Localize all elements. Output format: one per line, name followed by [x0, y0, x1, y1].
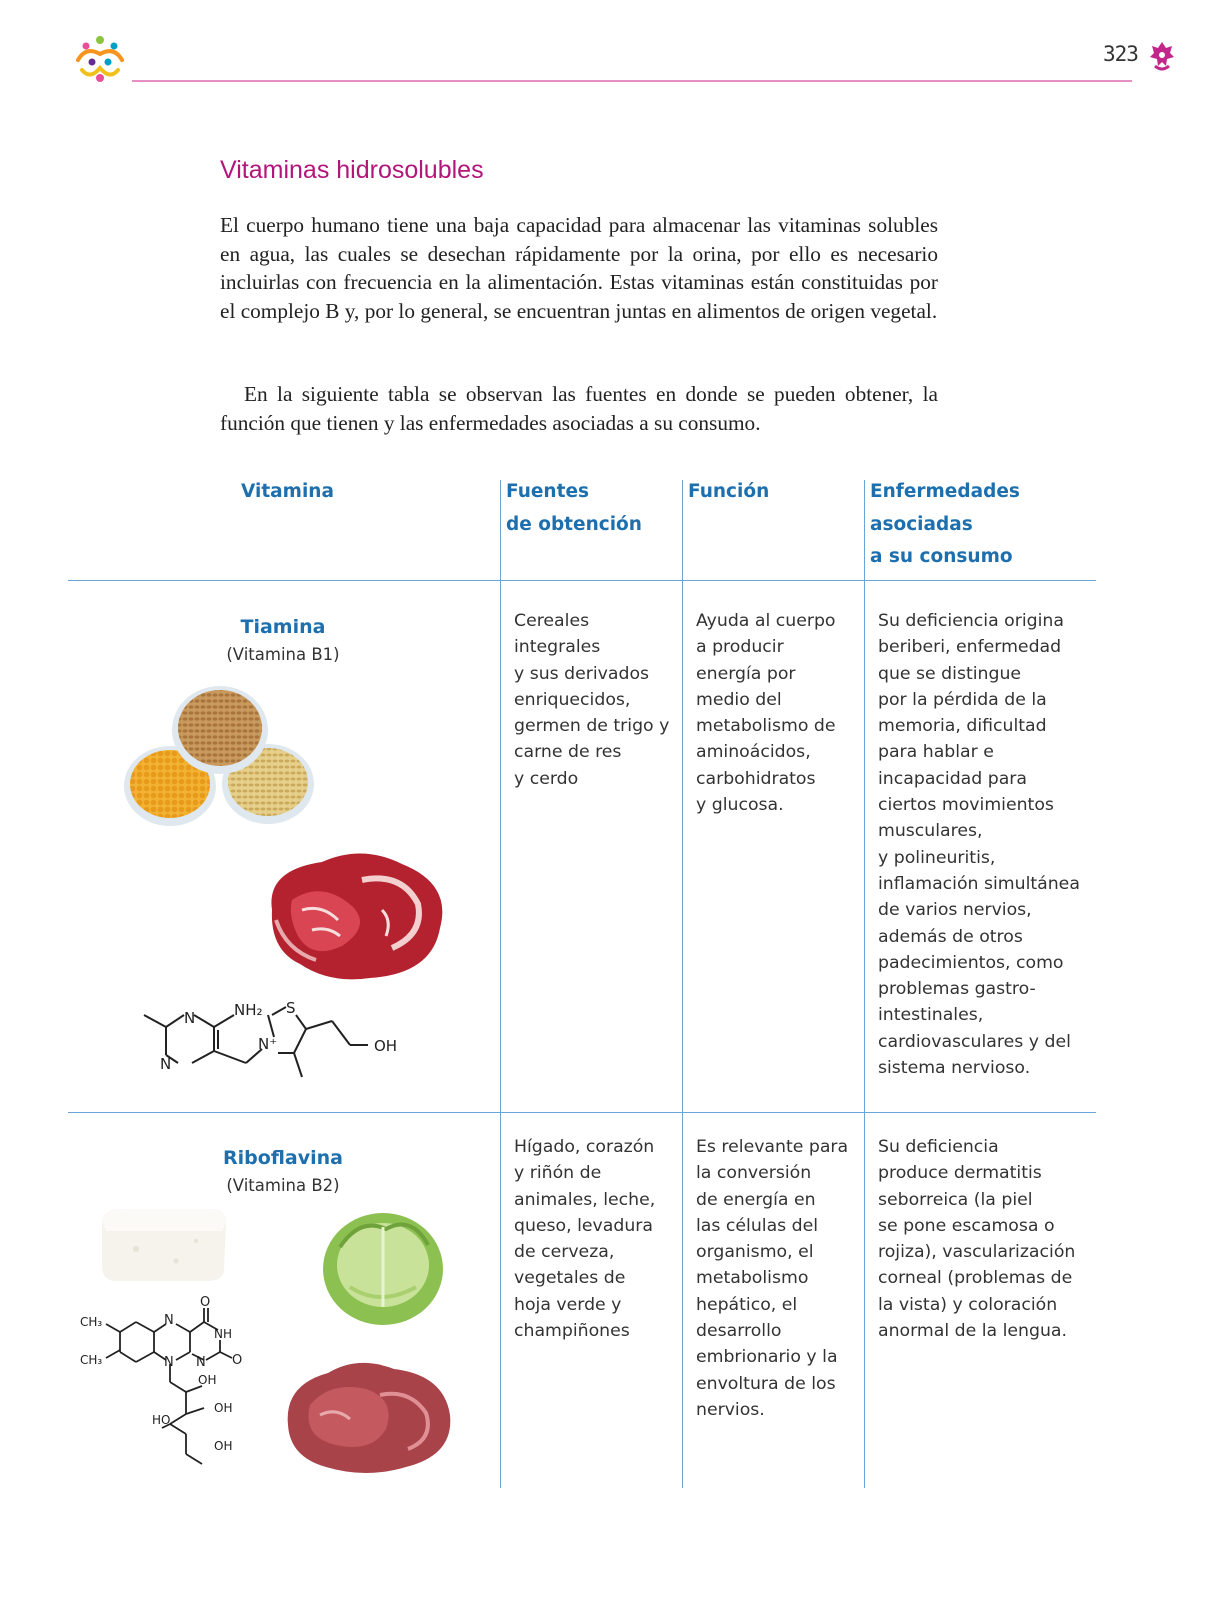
vitamin-subtitle-b1: (Vitamina B1) — [226, 645, 340, 664]
header-rule — [132, 80, 1132, 82]
formula-label: CH₃ — [80, 1315, 103, 1329]
formula-label: NH₂ — [234, 1001, 263, 1019]
cheese-image — [96, 1205, 230, 1285]
lettuce-image — [320, 1207, 446, 1327]
column-header-fuentes: Fuentes de obtención — [506, 481, 642, 535]
column-divider — [864, 480, 865, 1488]
formula-label: N — [164, 1355, 174, 1370]
formula-label: HO — [152, 1413, 171, 1427]
riboflavina-fuentes: Hígado, corazón y riñón de animales, leche, queso, levadura de cerveza, vegetales de hoja verde y champiñones — [514, 1137, 656, 1342]
section-title: Vitaminas hidrosolubles — [220, 156, 484, 184]
vitamin-name-riboflavina: Riboflavina — [223, 1147, 343, 1169]
formula-label: O — [200, 1296, 211, 1310]
riboflavina-enfermedades: Su deficiencia produce dermatitis seborreica (la piel se pone escamosa o rojiza), vascularización corneal (problemas de la vista) y coloración anormal de la lengua. — [878, 1137, 1076, 1342]
column-divider — [500, 480, 501, 1488]
vitamin-subtitle-b2: (Vitamina B2) — [226, 1176, 340, 1195]
header-row-divider — [68, 580, 1096, 581]
table-intro-paragraph: En la siguiente tabla se observan las fuentes en donde se pueden obtener, la función que tienen y las enfermedades asociadas a su consumo. — [220, 382, 938, 435]
thiamine-structural-formula — [136, 993, 416, 1093]
formula-label: CH₃ — [80, 1353, 103, 1367]
vitamin-name-tiamina: Tiamina — [240, 616, 326, 638]
tiamina-funcion: Ayuda al cuerpo a producir energía por medio del metabolismo de aminoácidos, carbohidratos y glucosa. — [696, 611, 836, 816]
formula-label: N — [196, 1355, 206, 1370]
formula-label: N⁺ — [258, 1035, 278, 1053]
page-number: 323 — [1103, 42, 1138, 66]
formula-label: N — [160, 1055, 172, 1073]
raw-liver-image — [280, 1355, 454, 1477]
formula-label: NH — [214, 1327, 232, 1341]
formula-label: S — [286, 999, 296, 1017]
tiamina-fuentes: Cereales integrales y sus derivados enriquecidos, germen de trigo y carne de res y cerdo — [514, 611, 670, 789]
column-header-vitamina: Vitamina — [241, 481, 334, 502]
formula-label: N — [184, 1009, 196, 1027]
cereal-grains-image — [122, 680, 322, 840]
formula-label: OH — [214, 1401, 233, 1415]
column-header-funcion: Función — [688, 481, 770, 502]
column-header-enfermedades: Enfermedades asociadas a su consumo — [870, 481, 1020, 567]
formula-label: OH — [214, 1439, 233, 1453]
intro-paragraph: El cuerpo humano tiene una baja capacidad para almacenar las vitaminas solubles en agua, las cuales se desechan rápidamente por la orina, por ello es necesario incluirlas con frecuencia en la alimentación. Estas vitaminas están constituidas por el complejo B y, por lo general, se encuentran juntas en alimentos de origen vegetal. — [220, 213, 938, 323]
magenta-flower-ornament-icon — [1149, 40, 1175, 72]
riboflavina-funcion: Es relevante para la conversión de energía en las células del organismo, el metabolismo hepático, el desarrollo embrionario y la envoltura de los nervios. — [696, 1137, 849, 1420]
formula-label: N — [164, 1313, 174, 1328]
raw-beef-image — [262, 850, 448, 980]
formula-label: OH — [374, 1037, 398, 1055]
row-divider — [68, 1112, 1096, 1113]
colorful-dots-logo-icon — [72, 34, 128, 84]
formula-label: OH — [198, 1373, 217, 1387]
formula-label: O — [232, 1353, 243, 1368]
column-divider — [682, 480, 683, 1488]
riboflavin-structural-formula — [80, 1296, 260, 1476]
tiamina-enfermedades: Su deficiencia origina beriberi, enfermedad que se distingue por la pérdida de la memoria, dificultad para hablar e incapacidad para ciertos movimientos musculares, y polineuritis, inflamación simultánea de varios nervios, además de otros padecimientos, como problemas gastro- intestinales, cardiovasculares y del sistema nervioso. — [878, 611, 1080, 1079]
